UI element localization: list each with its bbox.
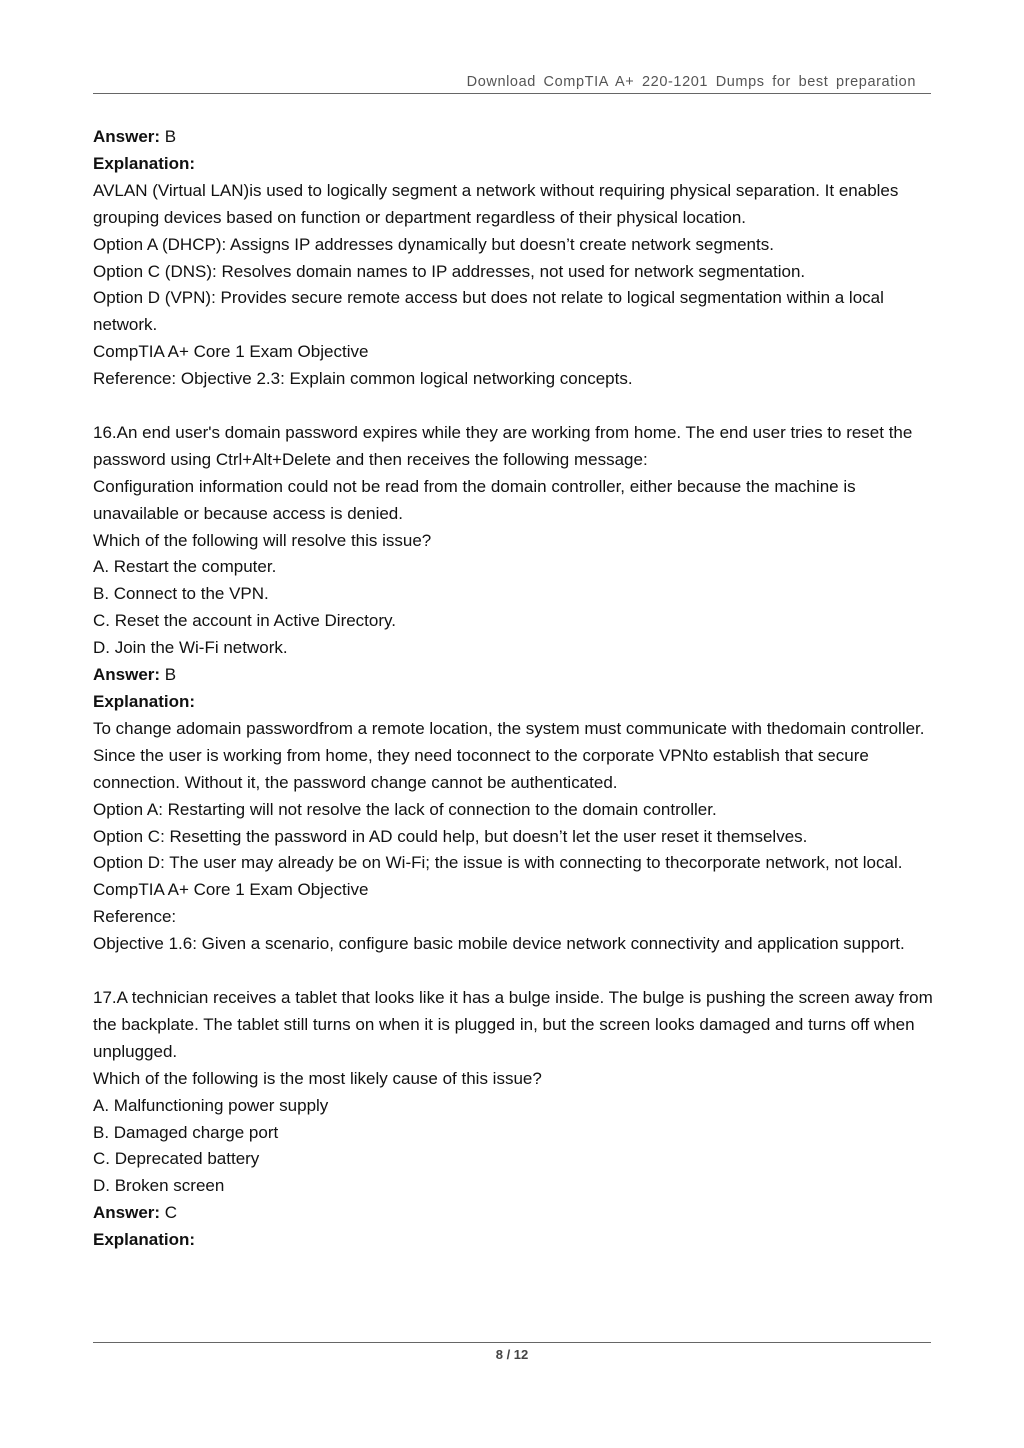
explanation-text: Option D (VPN): Provides secure remote access but does not relate to logical segmentation within a local network. xyxy=(93,288,884,335)
answer-line xyxy=(93,1200,935,1227)
answer-option: C. Reset the account in Active Directory. xyxy=(93,611,396,631)
page-content xyxy=(93,124,935,1254)
paragraph-gap xyxy=(93,958,935,985)
answer-value: B xyxy=(160,127,177,146)
question-text: 16.An end user's domain password expires while they are working from home. The end user tries to reset the password using Ctrl+Alt+Delete and then receives the following message: xyxy=(93,422,913,469)
explanation-label: Explanation: xyxy=(93,1230,196,1250)
explanation-text: To change adomain passwordfrom a remote location, the system must communicate with thedomain controller. Since the user is working from home, they need toconnect to the corporate VPNto establish that secure connection. Without it, the password change cannot be authenticated. xyxy=(93,718,925,792)
answer-option: D. Join the Wi-Fi network. xyxy=(93,638,288,658)
answer-option: A. Restart the computer. xyxy=(93,557,277,577)
answer-option: B. Damaged charge port xyxy=(93,1122,279,1142)
explanation-text: CompTIA A+ Core 1 Exam Objective xyxy=(93,342,369,362)
explanation-label: Explanation: xyxy=(93,692,196,712)
footer-divider xyxy=(93,1342,931,1343)
answer-value: B xyxy=(160,665,177,685)
page-header: Download CompTIA A+ 220-1201 Dumps for best preparation xyxy=(466,74,916,90)
explanation-text: Option D: The user may already be on Wi-Fi; the issue is with connecting to thecorporate network, not local. xyxy=(93,853,903,873)
paragraph-gap xyxy=(93,393,935,420)
answer-line xyxy=(93,124,935,151)
question-text: 17.A technician receives a tablet that looks like it has a bulge inside. The bulge is pushing the screen away from the backplate. The tablet still turns on when it is plugged in, but the screen looks damaged and turns off when unplugged. xyxy=(93,987,933,1061)
question-prompt: Which of the following will resolve this issue? xyxy=(93,530,432,550)
explanation-text: Option C (DNS): Resolves domain names to IP addresses, not used for network segmentation. xyxy=(93,261,806,281)
answer-label: Answer: xyxy=(93,1203,161,1223)
page-number: 8 / 12 xyxy=(495,1347,529,1362)
explanation-text: Option A (DHCP): Assigns IP addresses dynamically but doesn’t create network segments. xyxy=(93,234,774,254)
answer-option: B. Connect to the VPN. xyxy=(93,584,269,604)
answer-value: C xyxy=(160,1203,178,1223)
explanation-text: Option A: Restarting will not resolve the lack of connection to the domain controller. xyxy=(93,799,717,819)
explanation-label: Explanation: xyxy=(93,153,196,173)
answer-line xyxy=(93,662,935,689)
answer-option: C. Deprecated battery xyxy=(93,1149,260,1169)
explanation-text: Option C: Resetting the password in AD could help, but doesn’t let the user reset it themselves. xyxy=(93,826,808,846)
answer-option: D. Broken screen xyxy=(93,1176,225,1196)
header-divider xyxy=(93,93,931,94)
answer-option: A. Malfunctioning power supply xyxy=(93,1095,329,1115)
answer-label: Answer: xyxy=(93,665,161,685)
question-message: Configuration information could not be read from the domain controller, either because the machine is unavailable or because access is denied. xyxy=(93,476,856,523)
explanation-text: Reference: Objective 2.3: Explain common logical networking concepts. xyxy=(93,369,633,389)
explanation-text: AVLAN (Virtual LAN)is used to logically segment a network without requiring physical separation. It enables grouping devices based on function or department regardless of their physical location. xyxy=(93,180,899,227)
answer-label: Answer: xyxy=(93,127,161,146)
question-prompt: Which of the following is the most likely cause of this issue? xyxy=(93,1068,542,1088)
explanation-text: CompTIA A+ Core 1 Exam Objective xyxy=(93,880,369,900)
explanation-text: Reference: xyxy=(93,907,177,927)
explanation-text: Objective 1.6: Given a scenario, configure basic mobile device network connectivity and application support. xyxy=(93,934,905,954)
